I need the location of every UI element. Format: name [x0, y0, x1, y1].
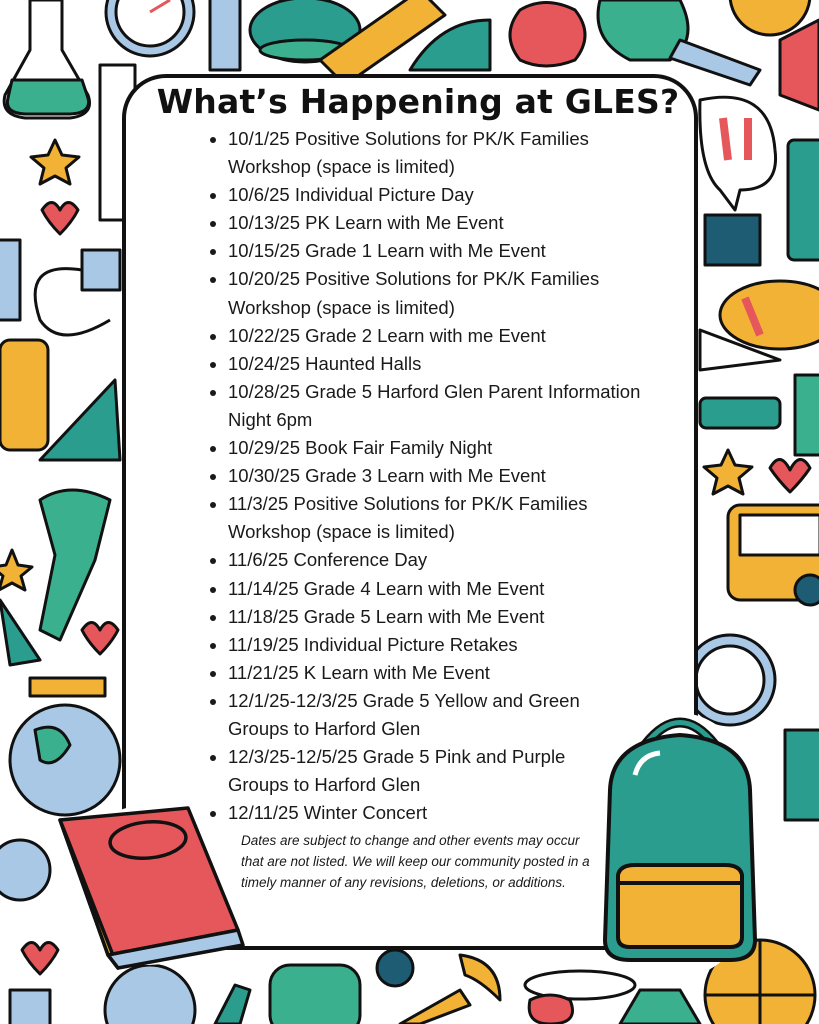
star-icon: [704, 450, 752, 494]
list-item: • 10/20/25 Positive Solutions for PK/K Families Workshop (space is limited): [228, 265, 708, 321]
pencil-bottom2-icon: [400, 990, 470, 1024]
pencil-left-icon: [0, 600, 40, 665]
pencil-icon: [210, 0, 240, 70]
alarm-clock-bottom-icon: [105, 965, 195, 1024]
ruler-icon: [785, 730, 819, 820]
list-item: • 12/3/25-12/5/25 Grade 5 Pink and Purple Groups to Harford Glen: [228, 743, 708, 799]
list-item: • 10/15/25 Grade 1 Learn with Me Event: [228, 237, 708, 265]
protractor-left-icon: [40, 380, 120, 460]
list-item: • 11/19/25 Individual Picture Retakes: [228, 631, 708, 659]
cup-icon: [788, 140, 819, 260]
list-item: • 11/14/25 Grade 4 Learn with Me Event: [228, 575, 708, 603]
pencil-bottom-icon: [215, 985, 250, 1024]
list-item: • 10/1/25 Positive Solutions for PK/K Families Workshop (space is limited): [228, 125, 708, 181]
banana-icon: [460, 955, 500, 1000]
list-item: • 11/18/25 Grade 5 Learn with Me Event: [228, 603, 708, 631]
apple-icon: [510, 3, 585, 67]
page-title: What’s Happening at GLES?: [156, 82, 680, 121]
list-item: • 10/24/25 Haunted Halls: [228, 350, 708, 378]
book-icon: [48, 800, 248, 970]
star-icon-left: [31, 140, 79, 184]
list-item: • 10/30/25 Grade 3 Learn with Me Event: [228, 462, 708, 490]
list-item: • 10/6/25 Individual Picture Day: [228, 181, 708, 209]
clock-left-icon: [0, 840, 50, 900]
list-item: • 12/1/25-12/3/25 Grade 5 Yellow and Green Groups to Harford Glen: [228, 687, 708, 743]
flask-bottom-icon: [620, 990, 700, 1024]
bus-wheel-icon: [377, 950, 413, 986]
apple-bottom-icon: [529, 995, 572, 1024]
yellow-marker-icon: [0, 340, 48, 450]
list-item: • 10/22/25 Grade 2 Learn with me Event: [228, 322, 708, 350]
plug-icon: [82, 250, 120, 290]
binder-clip-icon: [705, 215, 760, 265]
speech-bubble-icon: [700, 97, 776, 210]
jar-icon: [10, 990, 50, 1024]
disclaimer-note: Dates are subject to change and other events may occur that are not listed. We will keep our community posted in a timely manner of any revisions, deletions, or additions.: [241, 833, 590, 890]
board-icon: [795, 375, 819, 455]
heart-icon: [770, 459, 810, 492]
list-item: • 12/11/25 Winter Concert: [228, 799, 708, 827]
list-item: • 11/6/25 Conference Day: [228, 546, 708, 574]
list-item: • 10/29/25 Book Fair Family Night: [228, 434, 708, 462]
backpack-bottom-icon: [270, 965, 360, 1024]
test-tube-icon: [40, 490, 110, 640]
backpack-icon: [590, 705, 770, 975]
list-item: • 11/3/25 Positive Solutions for PK/K Families Workshop (space is limited): [228, 490, 708, 546]
heart-icon-left: [42, 203, 78, 235]
globe-icon: [10, 705, 120, 815]
star-icon-left2: [0, 550, 32, 590]
eraser-icon: [780, 20, 819, 110]
list-item: • 10/28/25 Grade 5 Harford Glen Parent Information Night 6pm: [228, 378, 708, 434]
book-left-icon: [0, 240, 20, 320]
football-icon: [720, 281, 819, 349]
list-item: • 10/13/25 PK Learn with Me Event: [228, 209, 708, 237]
marker-icon: [700, 398, 780, 428]
heart-icon-left2: [82, 623, 118, 655]
list-item: • 11/21/25 K Learn with Me Event: [228, 659, 708, 687]
